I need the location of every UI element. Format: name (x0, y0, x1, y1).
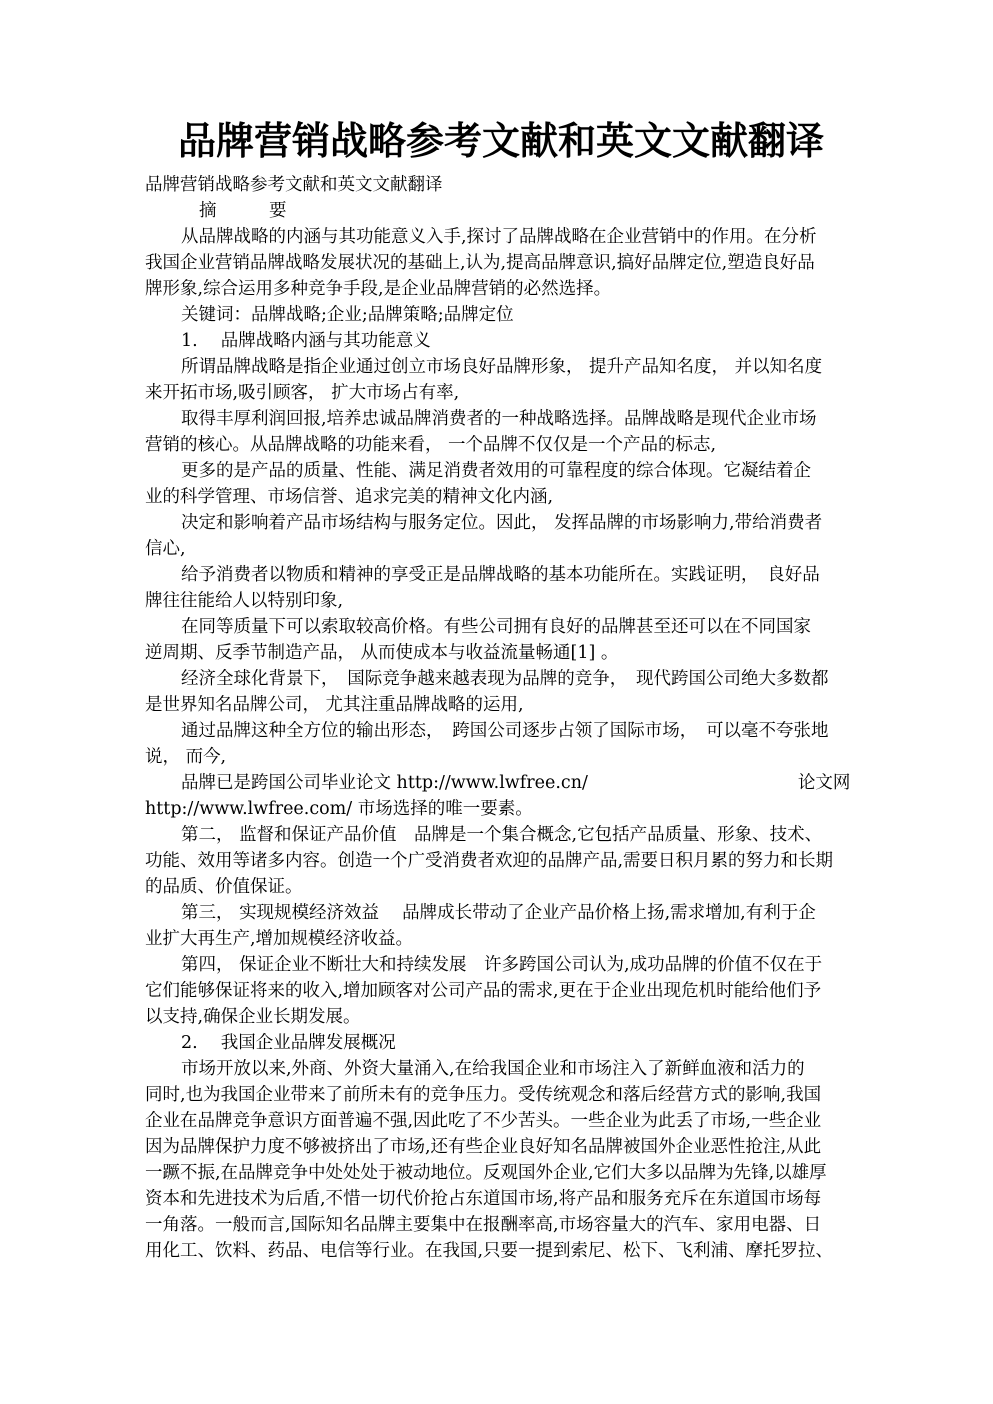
text-line: 牌形象,综合运用多种竞争手段,是企业品牌营销的必然选择。 (145, 279, 612, 299)
text-line: 在同等质量下可以索取较高价格。有些公司拥有良好的品牌甚至还可以在不同国家 (181, 617, 811, 637)
text-line: 来开拓市场,吸引顾客， 扩大市场占有率, (145, 383, 460, 403)
text-line: 取得丰厚利润回报,培养忠诚品牌消费者的一种战略选择。品牌战略是现代企业市场 (181, 409, 817, 429)
text-line: 一角落。一般而言,国际知名品牌主要集中在报酬率高,市场容量大的汽车、家用电器、日 (145, 1215, 822, 1235)
text-line: 1. 品牌战略内涵与其功能意义 (181, 331, 431, 351)
text-line: 逆周期、反季节制造产品， 从而使成本与收益流量畅通[1] 。 (145, 643, 619, 663)
text-line: 所谓品牌战略是指企业通过创立市场良好品牌形象， 提升产品知名度， 并以知名度 (181, 357, 823, 377)
text-line: 业的科学管理、市场信誉、追求完美的精神文化内涵, (145, 487, 554, 507)
text-line: 关键词：品牌战略;企业;品牌策略;品牌定位 (181, 305, 514, 325)
text-line: http://www.lwfree.com/ 市场选择的唯一要素。 (145, 799, 533, 819)
text-line: 品牌已是跨国公司毕业论文 http://www.lwfree.cn/ 论文网 (181, 773, 851, 793)
text-line: 因为品牌保护力度不够被挤出了市场,还有些企业良好知名品牌被国外企业恶性抢注,从此 (145, 1137, 822, 1157)
text-line: 牌往往能给人以特别印象, (145, 591, 344, 611)
text-line: 它们能够保证将来的收入,增加顾客对公司产品的需求,更在于企业出现危机时能给他们予 (145, 981, 822, 1001)
text-line: 营销的核心。从品牌战略的功能来看， 一个品牌不仅仅是一个产品的标志, (145, 435, 717, 455)
text-line: 第二， 监督和保证产品价值 品牌是一个集合概念,它包括产品质量、形象、技术、 (181, 825, 823, 845)
text-line: 用化工、饮料、药品、电信等行业。在我国,只要一提到索尼、松下、飞利浦、摩托罗拉、 (145, 1241, 834, 1261)
text-line: 从品牌战略的内涵与其功能意义入手,探讨了品牌战略在企业营销中的作用。在分析 (181, 227, 817, 247)
text-line: 业扩大再生产,增加规模经济收益。 (145, 929, 414, 949)
document-body (145, 172, 857, 1264)
text-line: 我国企业营销品牌战略发展状况的基础上,认为,提高品牌意识,搞好品牌定位,塑造良好品 (145, 253, 815, 273)
text-line: 市场开放以来,外商、外资大量涌入,在给我国企业和市场注入了新鲜血液和活力的 (181, 1059, 805, 1079)
text-line: 第三， 实现规模经济效益 品牌成长带动了企业产品价格上扬,需求增加,有利于企 (181, 903, 816, 923)
text-line: 经济全球化背景下， 国际竞争越来越表现为品牌的竞争， 现代跨国公司绝大多数都 (181, 669, 829, 689)
document-title: 品牌营销战略参考文献和英文文献翻译 (177, 118, 824, 163)
text-line: 企业在品牌竞争意识方面普遍不强,因此吃了不少苦头。一些企业为此丢了市场,一些企业 (145, 1111, 822, 1131)
text-line: 更多的是产品的质量、性能、满足消费者效用的可靠程度的综合体现。它凝结着企 (181, 461, 811, 481)
text-line: 是世界知名品牌公司， 尤其注重品牌战略的运用, (145, 695, 524, 715)
text-line: 说， 而今, (145, 747, 227, 767)
text-line: 品牌营销战略参考文献和英文文献翻译 (145, 175, 443, 195)
text-line: 给予消费者以物质和精神的享受正是品牌战略的基本功能所在。实践证明， 良好品 (181, 565, 820, 585)
text-line: 功能、效用等诸多内容。创造一个广受消费者欢迎的品牌产品,需要日积月累的努力和长期 (145, 851, 834, 871)
text-line: 的品质、价值保证。 (145, 877, 303, 897)
text-line: 第四， 保证企业不断壮大和持续发展 许多跨国公司认为,成功品牌的价值不仅在于 (181, 955, 823, 975)
text-line: 信心, (145, 539, 186, 559)
text-line: 一蹶不振,在品牌竞争中处处处于被动地位。反观国外企业,它们大多以品牌为先锋,以雄厚 (145, 1163, 827, 1183)
text-line: 2. 我国企业品牌发展概况 (181, 1033, 396, 1053)
text-line: 通过品牌这种全方位的输出形态， 跨国公司逐步占领了国际市场， 可以毫不夸张地 (181, 721, 829, 741)
text-line: 资本和先进技术为后盾,不惜一切代价抢占东道国市场,将产品和服务充斥在东道国市场每 (145, 1189, 822, 1209)
text-line: 决定和影响着产品市场结构与服务定位。因此， 发挥品牌的市场影响力,带给消费者 (181, 513, 823, 533)
text-line: 摘 要 (199, 201, 287, 221)
text-line: 同时,也为我国企业带来了前所未有的竞争压力。受传统观念和落后经营方式的影响,我国 (145, 1085, 822, 1105)
text-line: 以支持,确保企业长期发展。 (145, 1007, 361, 1027)
